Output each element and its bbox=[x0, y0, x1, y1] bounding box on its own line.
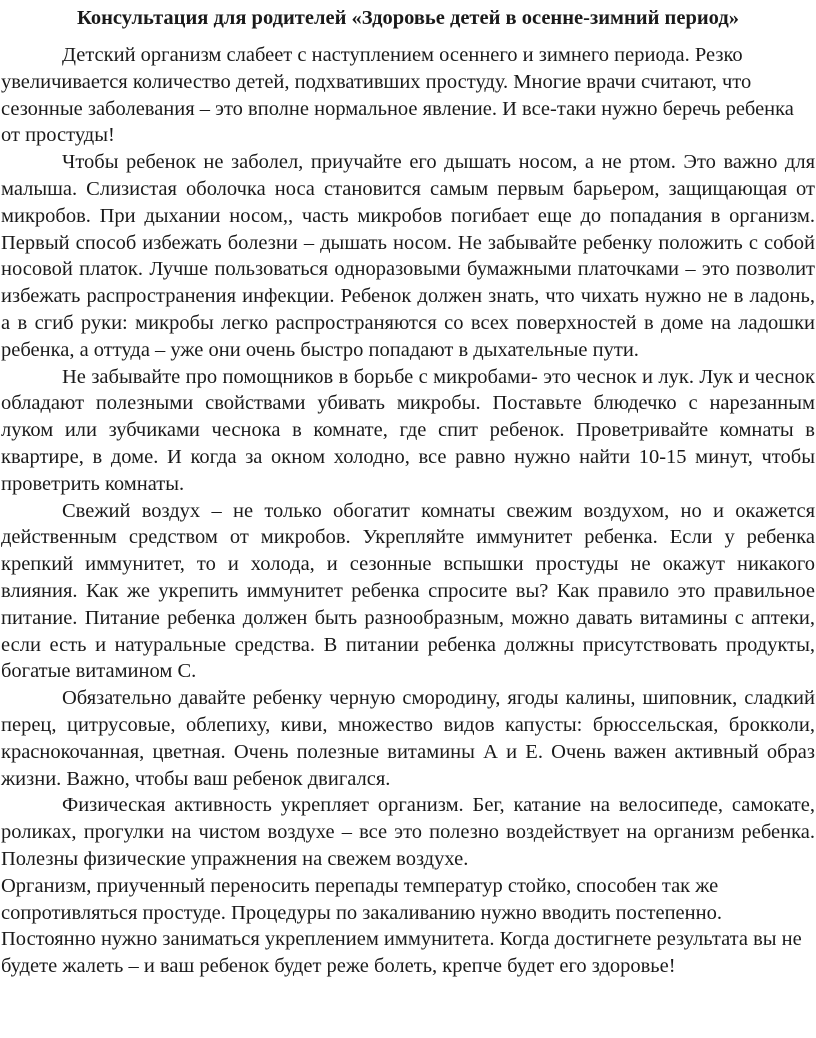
paragraph-nose-breathing: Чтобы ребенок не заболел, приучайте его дышать носом, а не ртом. Это важно для малыша. Слизистая оболочка носа становится самым первым барьером, защищающая от микробов. При дыхании носом,, часть микробов погибает еще до попадания в организм. Первый способ избежать болезни – дышать носом. Не забывайте ребенку положить с собой носовой платок. Лучше пользоваться одноразовыми бумажными платочками – это позволит избежать распространения инфекции. Ребенок должен знать, что чихать нужно не в ладонь, а в сгиб руки: микробы легко распространяются со всех поверхностей в доме на ладошки ребенка, а оттуда – уже они очень быстро попадают в дыхательные пути. bbox=[1, 151, 815, 361]
paragraph-physical-activity: Физическая активность укрепляет организм. Бег, катание на велосипеде, самокате, роликах, прогулки на чистом воздухе – все это полезно воздействует на организм ребенка. Полезны физические упражнения на свежем воздухе. bbox=[1, 794, 815, 870]
paragraph-fresh-air-immunity: Свежий воздух – не только обогатит комнаты свежим воздухом, но и окажется действенным средством от микробов. Укрепляйте иммунитет ребенка. Если у ребенка крепкий иммунитет, то и холода, и сезонные вспышки простуды не окажут никакого влияния. Как же укрепить иммунитет ребенка спросите вы? Как правило это правильное питание. Питание ребенка должен быть разнообразным, можно давать витамины с аптеки, если есть и натуральные средства. В питании ребенка должны присутствовать продукты, богатые витамином С. bbox=[1, 499, 815, 683]
paragraph-hardening: Организм, приученный переносить перепады температур стойко, способен так же сопротивляться простуде. Процедуры по закаливанию нужно вводить постепенно. Постоянно нужно заниматься укреплением иммунитета. Когда достигнете результата вы не будете жалеть – и ваш ребенок будет реже болеть, крепче будет его здоровье! bbox=[1, 874, 802, 978]
paragraph-intro: Детский организм слабеет с наступлением осеннего и зимнего периода. Резко увеличивается количество детей, подхвативших простуду. Многие врачи считают, что сезонные заболевания – это вполне нормальное явление. И все-таки нужно беречь ребенка от простуды! bbox=[1, 44, 794, 147]
paragraph-garlic-onion: Не забывайте про помощников в борьбе с микробами- это чеснок и лук. Лук и чеснок обладают полезными свойствами убивать микробы. Поставьте блюдечко с нарезанным луком или зубчиками чеснока в комнате, где спит ребенок. Проветривайте комнаты в квартире, в доме. И когда за окном холодно, все равно нужно найти 10-15 минут, чтобы проветрить комнаты. bbox=[1, 365, 815, 495]
document-title: Консультация для родителей «Здоровье детей в осенне-зимний период» bbox=[77, 7, 739, 29]
paragraph-vitamins: Обязательно давайте ребенку черную смородину, ягоды калины, шиповник, сладкий перец, цитрусовые, облепиху, киви, множество видов капусты: брюссельская, брокколи, краснокочанная, цветная. Очень полезные витамины А и Е. Очень важен активный образ жизни. Важно, чтобы ваш ребенок двигался. bbox=[1, 687, 815, 790]
